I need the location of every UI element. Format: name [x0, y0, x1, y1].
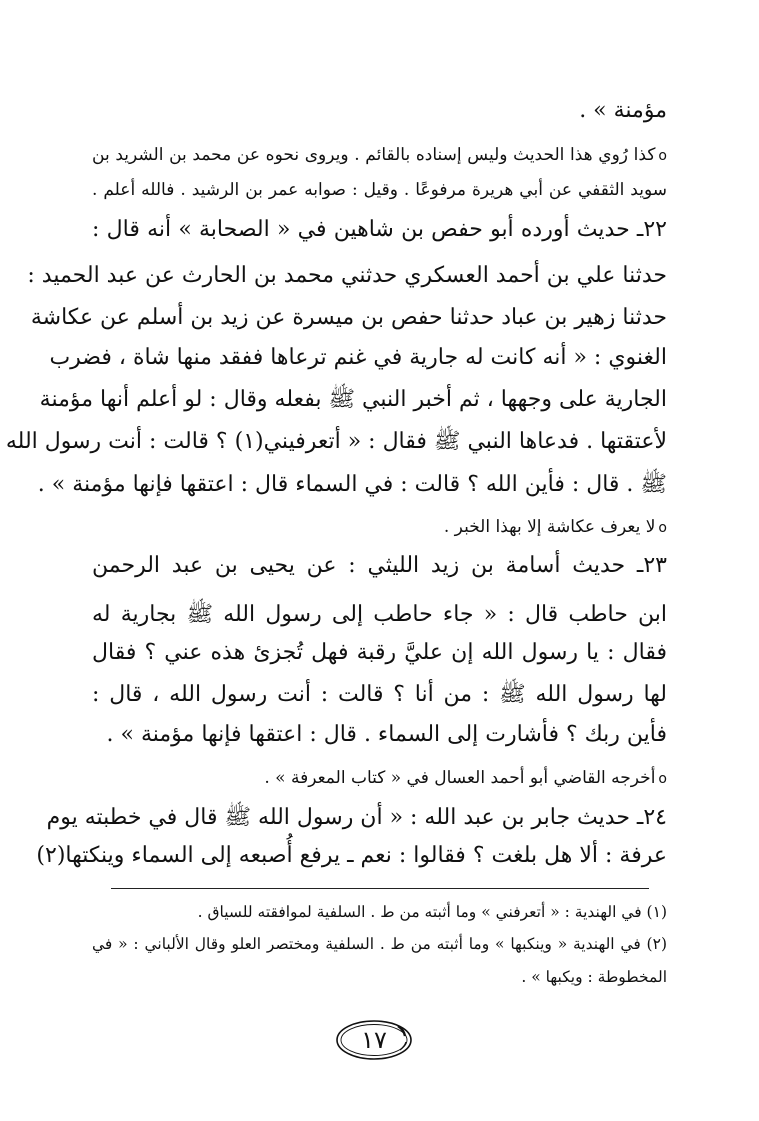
text-line-8: الجارية على وجهها ، ثم أخبر النبي ﷺ بفعله وقال : لو أعلم أنها مؤمنة	[39, 387, 667, 412]
footnote-2: (٢) في الهندية « وينكبها » وما أثبته من ط . السلفية ومختصر العلو وقال الألباني : « في	[92, 935, 667, 953]
hadith-22-heading: ٢٢ـ حديث أورده أبو حفص بن شاهين في « الصحابة » أنه قال :	[92, 217, 667, 242]
text-line-1: مؤمنة » .	[579, 98, 667, 123]
text-line-14: فقال : يا رسول الله إن عليَّ رقبة فهل تُجزئ هذه عني ؟ فقال	[92, 640, 667, 665]
footnote-1: (١) في الهندية : « أتعرفني » وما أثبته من ط . السلفية لموافقته للسياق .	[197, 903, 667, 921]
text-line-2: o كذا رُوي هذا الحديث وليس إسناده بالقائم . ويروى نحوه عن محمد بن الشريد بن	[92, 145, 667, 165]
hadith-24-heading: ٢٤ـ حديث جابر بن عبد الله : « أن رسول الله ﷺ قال في خطبته يوم	[46, 805, 667, 830]
page-number-frame	[334, 1018, 414, 1062]
text-line-6: حدثنا زهير بن عباد حدثنا حفص بن ميسرة عن زيد بن أسلم عن عكاشة	[30, 305, 667, 330]
text-line-19: عرفة : ألا هل بلغت ؟ فقالوا : نعم ـ يرفع أُصبعه إلى السماء وينكتها(٢)	[36, 843, 667, 868]
text-line-3: سويد الثقفي عن أبي هريرة مرفوعًا . وقيل : صوابه عمر بن الرشيد . فالله أعلم .	[92, 180, 667, 200]
text-line-5: حدثنا علي بن أحمد العسكري حدثني محمد بن الحارث عن عبد الحميد :	[27, 263, 667, 288]
text-line-10: ﷺ . قال : فأين الله ؟ قالت : في السماء قال : اعتقها فإنها مؤمنة » .	[37, 472, 667, 497]
page-number: ١٧	[361, 1026, 387, 1054]
text-line-16: فأين ربك ؟ فأشارت إلى السماء . قال : اعتقها فإنها مؤمنة » .	[106, 722, 667, 747]
text-line-7: الغنوي : « أنه كانت له جارية في غنم ترعاها ففقد منها شاة ، فضرب	[49, 345, 667, 370]
hadith-23-heading: ٢٣ـ حديث أسامة بن زيد الليثي : عن يحيى بن عبد الرحمن	[92, 553, 667, 578]
text-line-11: o لا يعرف عكاشة إلا بهذا الخبر .	[92, 517, 667, 537]
text-line-9: لأعتقتها . فدعاها النبي ﷺ فقال : « أتعرفيني(١) ؟ قالت : أنت رسول الله	[5, 429, 667, 454]
text-line-15: لها رسول الله ﷺ : من أنا ؟ قالت : أنت رسول الله ، قال :	[92, 682, 667, 707]
footnote-divider	[111, 888, 649, 889]
footnote-2-continued: المخطوطة : ويكبها » .	[521, 968, 667, 986]
text-line-13: ابن حاطب قال : « جاء حاطب إلى رسول الله ﷺ بجارية له	[92, 602, 667, 627]
text-line-17: o أخرجه القاضي أبو أحمد العسال في « كتاب المعرفة » .	[92, 768, 667, 788]
